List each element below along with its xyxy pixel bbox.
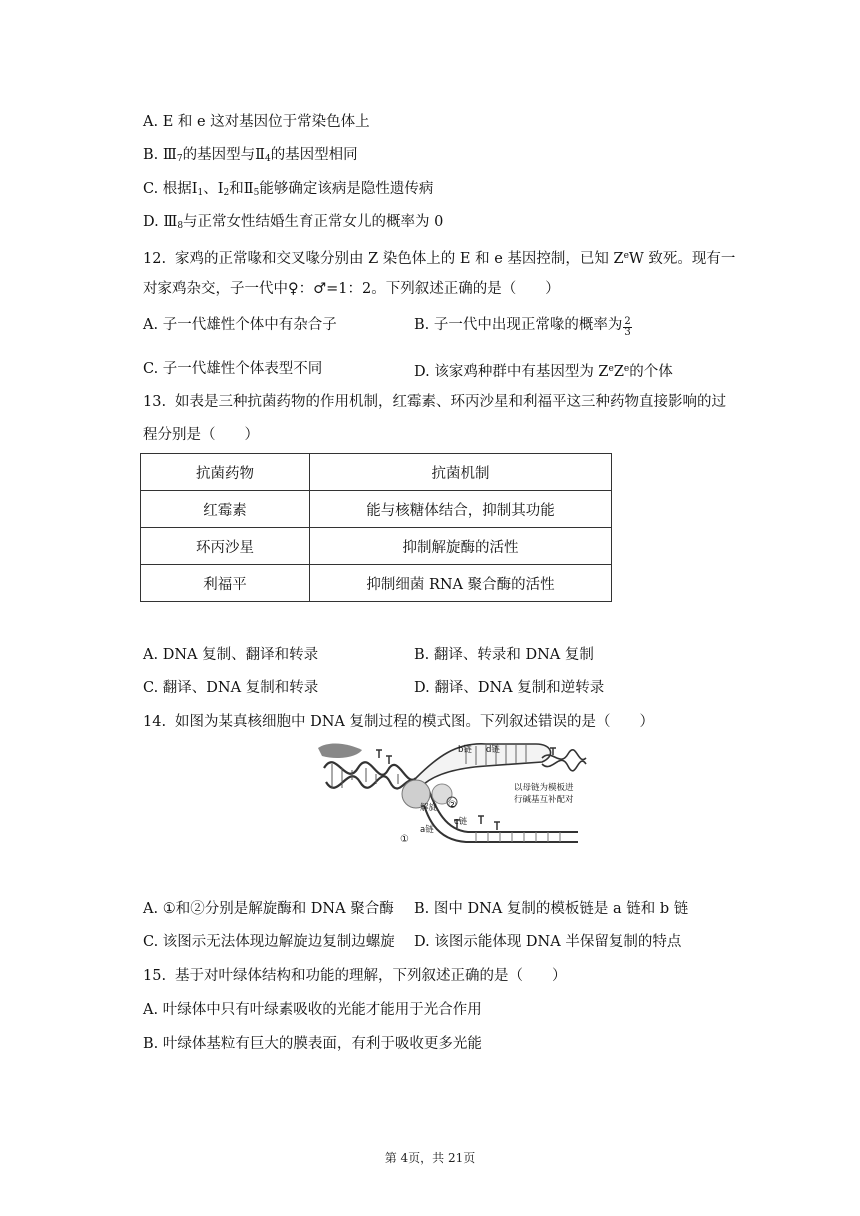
- q12-stem-line2: 对家鸡杂交，子一代中♀：♂=1：2。下列叙述正确的是（ ）: [143, 281, 560, 297]
- q13-option-c: C. 翻译、DNA 复制和转录: [143, 680, 319, 696]
- question-number: 12.: [143, 251, 167, 267]
- q13-option-d: D. 翻译、DNA 复制和逆转录: [414, 680, 605, 696]
- figure-label-unwind: 解旋: [420, 803, 438, 813]
- q15-option-b: B. 叶绿体基粒有巨大的膜表面，有利于吸收更多光能: [143, 1036, 482, 1052]
- q12-option-c: C. 子一代雄性个体表型不同: [143, 361, 323, 377]
- q13-stem-line1: 13. 如表是三种抗菌药物的作用机制，红霉素、环丙沙星和利福平这三种药物直接影响的过: [143, 394, 726, 410]
- table-header-row: [141, 454, 612, 491]
- q12-option-a: A. 子一代雄性个体中有杂合子: [143, 317, 337, 333]
- table-cell: 红霉素: [141, 491, 310, 528]
- q14-option-c: C. 该图示无法体现边解旋边复制边螺旋: [143, 934, 395, 950]
- q11-option-b: B. $Ⅲ_7$的基因型与$Ⅱ_4$的基因型相同: [143, 147, 358, 164]
- q13-option-a: A. DNA 复制、翻译和转录: [143, 647, 319, 663]
- figure-label-b-chain: b链: [458, 745, 472, 755]
- q13-option-b: B. 翻译、转录和 DNA 复制: [414, 647, 594, 663]
- dna-replication-figure: [316, 738, 588, 858]
- figure-label-circle2: ②: [448, 800, 457, 811]
- q15-stem: 15. 基于对叶绿体结构和功能的理解，下列叙述正确的是（ ）: [143, 968, 567, 984]
- q11-option-d: D. $Ⅲ_8$与正常女性结婚生育正常女儿的概率为 0: [143, 214, 444, 231]
- question-number: 15.: [143, 968, 167, 984]
- table-cell: 利福平: [141, 565, 310, 602]
- table-cell: 抑制解旋酶的活性: [310, 528, 612, 565]
- q12-option-d: D. 该家鸡种群中有基因型为 $Z^eZ^e$的个体: [414, 364, 673, 380]
- q12-option-b: B. 子一代中出现正常喙的概率为 $\frac{2}{3}$: [414, 316, 631, 338]
- page-footer: 第 4页，共 21页: [384, 1151, 476, 1165]
- q14-option-d: D. 该图示能体现 DNA 半保留复制的特点: [414, 934, 682, 950]
- q11-option-a: A. E 和 e 这对基因位于常染色体上: [143, 114, 370, 130]
- q13-stem-line2: 程分别是（ ）: [143, 427, 259, 443]
- figure-note-line1: 以母链为模板进: [514, 783, 574, 793]
- figure-label-circle1: ①: [400, 834, 409, 845]
- q15-option-a: A. 叶绿体中只有叶绿素吸收的光能才能用于光合作用: [143, 1002, 482, 1018]
- table-row: [141, 491, 612, 528]
- figure-note-line2: 行碱基互补配对: [514, 795, 574, 805]
- figure-label-a-chain: a链: [420, 825, 434, 835]
- table-row: [141, 565, 612, 602]
- fraction: $\frac{2}{3}$: [624, 316, 631, 338]
- table-header: 抗菌药物: [141, 454, 310, 491]
- q14-stem: 14. 如图为某真核细胞中 DNA 复制过程的模式图。下列叙述错误的是（ ）: [143, 714, 654, 730]
- q11-option-c: C. 根据$Ⅰ_1$、$Ⅰ_2$和$Ⅱ_5$能够确定该病是隐性遗传病: [143, 181, 434, 198]
- q14-option-a: A. ①和②分别是解旋酶和 DNA 聚合酶: [143, 901, 394, 917]
- table-cell: 抑制细菌 RNA 聚合酶的活性: [310, 565, 612, 602]
- q12-stem-line1: 12. 家鸡的正常喙和交叉喙分别由 Z 染色体上的 E 和 e 基因控制，已知 $Z^eW$ 致死。现有一: [143, 251, 736, 267]
- figure-label-c-chain: c链: [454, 817, 468, 827]
- question-number: 14.: [143, 714, 167, 730]
- table-cell: 能与核糖体结合，抑制其功能: [310, 491, 612, 528]
- table-row: [141, 528, 612, 565]
- question-number: 13.: [143, 394, 167, 410]
- q14-option-b: B. 图中 DNA 复制的模板链是 a 链和 b 链: [414, 901, 689, 917]
- table-cell: 环丙沙星: [141, 528, 310, 565]
- figure-label-d-chain: d链: [486, 745, 500, 755]
- table-header: 抗菌机制: [310, 454, 612, 491]
- antibiotic-table: [140, 453, 612, 602]
